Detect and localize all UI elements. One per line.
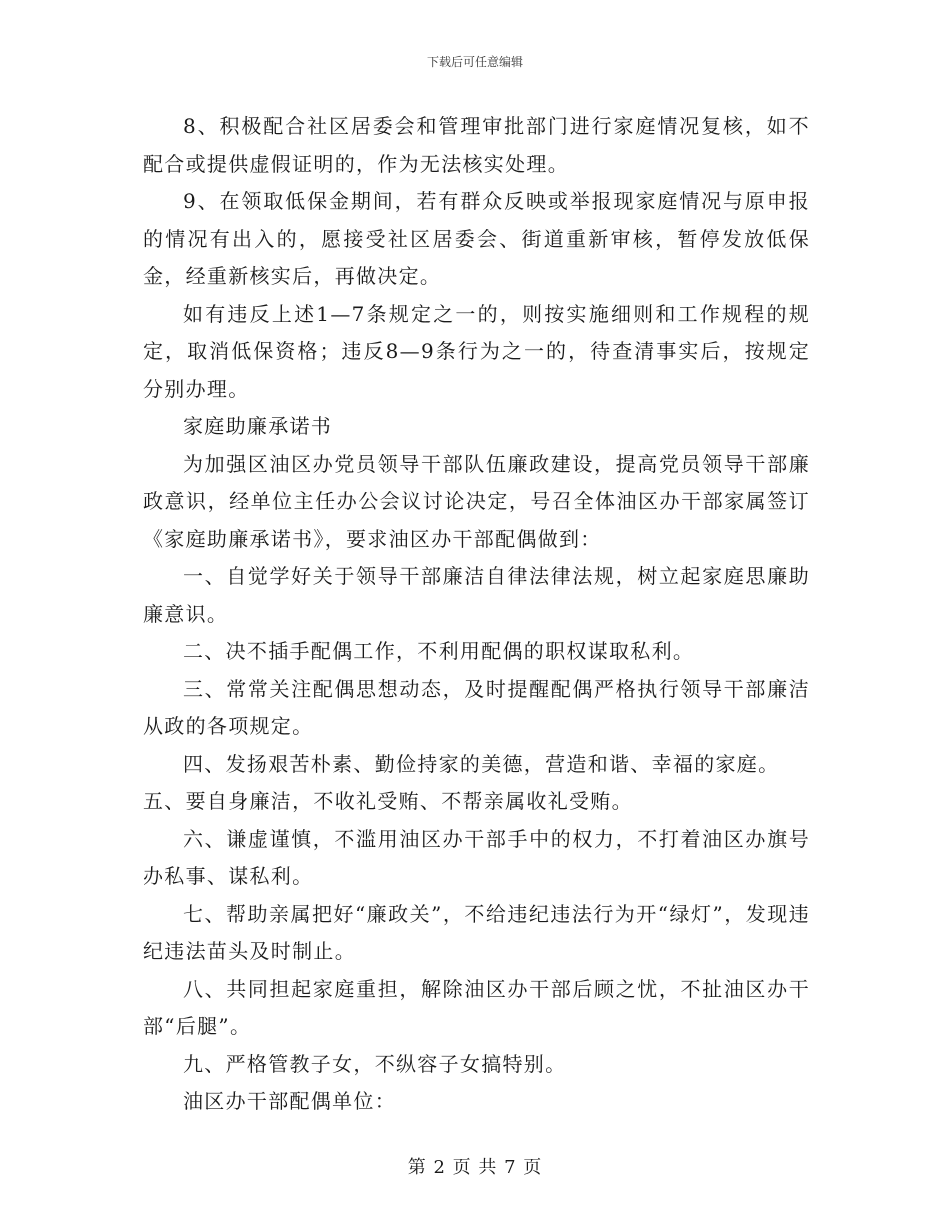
document-body <box>143 108 810 1121</box>
paragraph: 二、决不插手配偶工作，不利用配偶的职权谋取私利。 <box>183 639 695 663</box>
paragraph: 如有违反上述1—7条规定之一的，则按实施细则和工作规程的规定，取消低保资格；违反8—9条行为之一的，待查清事实后，按规定分别办理。 <box>143 301 810 401</box>
paragraph: 三、常常关注配偶思想动态，及时提醒配偶严格执行领导干部廉洁从政的各项规定。 <box>143 676 810 738</box>
paragraph: 五、要自身廉洁，不收礼受贿、不帮亲属收礼受贿。 <box>143 789 633 813</box>
paragraph: 为加强区油区办党员领导干部队伍廉政建设，提高党员领导干部廉政意识，经单位主任办公会议讨论决定，号召全体油区办干部家属签订《家庭助廉承诺书》，要求油区办干部配偶做到： <box>143 451 810 551</box>
page-header-note: 下载后可任意编辑 <box>426 55 523 69</box>
paragraph: 一、自觉学好关于领导干部廉洁自律法律法规，树立起家庭思廉助廉意识。 <box>143 564 810 626</box>
paragraph: 六、谦虚谨慎，不滥用油区办干部手中的权力，不打着油区办旗号办私事、谋私利。 <box>143 826 810 888</box>
paragraph: 四、发扬艰苦朴素、勤俭持家的美德，营造和谐、幸福的家庭。 <box>183 751 780 776</box>
paragraph: 七、帮助亲属把好“廉政关”，不给违纪违法行为开“绿灯”，发现违纪违法苗头及时制止。 <box>143 901 810 963</box>
paragraph: 8、积极配合社区居委会和管理审批部门进行家庭情况复核，如不配合或提供虚假证明的，作为无法核实处理。 <box>143 114 810 176</box>
paragraph: 油区办干部配偶单位： <box>183 1089 396 1113</box>
paragraph: 八、共同担起家庭重担，解除油区办干部后顾之忧，不扯油区办干部“后腿”。 <box>143 976 810 1038</box>
page-number: 第 2 页 共 7 页 <box>407 1157 543 1178</box>
paragraph: 九、严格管教子女，不纵容子女搞特别。 <box>183 1051 567 1076</box>
paragraph: 家庭助廉承诺书 <box>183 414 333 438</box>
paragraph: 9、在领取低保金期间，若有群众反映或举报现家庭情况与原申报的情况有出入的，愿接受社区居委会、街道重新审核，暂停发放低保金，经重新核实后，再做决定。 <box>143 189 810 288</box>
